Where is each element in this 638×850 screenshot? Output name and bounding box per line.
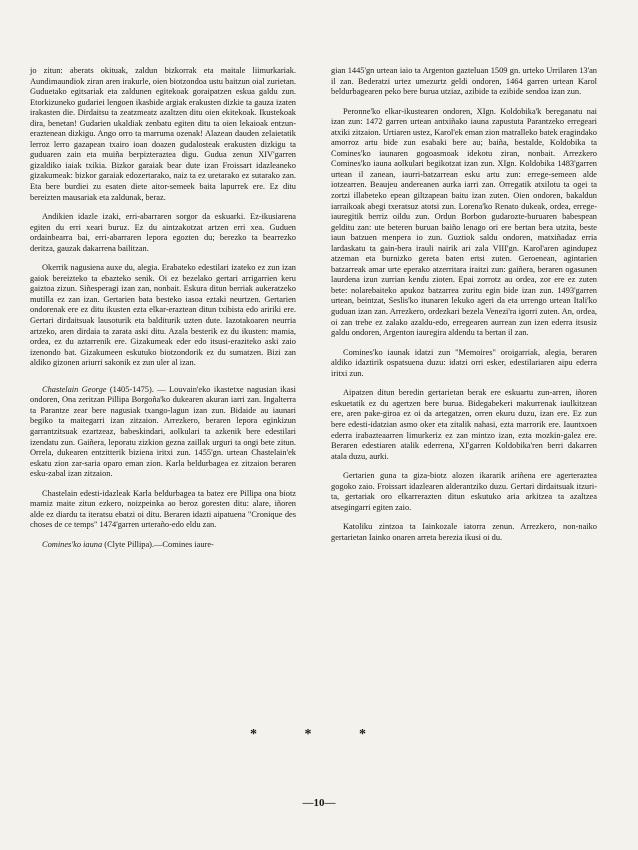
paragraph-comines-style: Aipatzen ditun beredin gertarietan berak ere eskuartu zun-arren, iñoren eskuetatik ez du agertzen bere burua. Bidegabekeri makurrenak iaulkitzean ere, aren pake-giroa ez oi da artegatzen, orren ekuru duzu, izan ere. Ez zun bere edesti-idatzian asmo oker eta zitalik nahasi, ezta marrorik ere. Iauntxoen ederra irabazteaarren limurkeriz ez zan mintzo izan, ezta mozkin-galez ere. Beraren edestiaren atalik ederrena, XI'garren Koldobika'ren berri dakarren atala duzu, aurki. [331, 388, 597, 461]
right-column [331, 66, 597, 552]
paragraph-chastelain-chronicle: Chastelain edesti-idazleak Karla beldurbagea ta batez ere Pillipa ona biotz mamiz maite zitun ezkero, noizpeinka ao beroz goresten ditu: alare, iñoren alde ez diardu ta iteratsu ebatzi oi ditu. Beraren idazti aipatuena "Cronique des choses de ce temps" 1474'garren urteraño-edo eldu zan. [30, 488, 296, 530]
section-comines: Comines'ko iauna (Clyte Pillipa).—Comines iaure- [42, 539, 214, 549]
left-column [30, 66, 296, 559]
paragraph-comines-birth: gian 1445'gn urtean iaio ta Argenton gazteluan 1509 gn. urteko Urrilaren 13'an il zan. Bederatzi urtez umezurtz geldi ondoren, 1464 garren urtean Karol beldurbagearen peko bere burua utziaz, azibide ta ezibide sendoa izan zun. [331, 66, 597, 97]
paragraph-comines-method: Gertarien guna ta giza-biotz alozen ikararik ariñena ere agerteraztea gogoko zaio. Froissart idazlearen alderantziko duzu. Gertari dirdaitsuak itzuri-ta, gertariak oro elkarrerazten ditun eskutuko aria arkitzea ta azaltzea atsegingarri egiten zaio. [331, 471, 597, 512]
paragraph-comines-career: Peronne'ko elkar-ikustearen ondoren, XIgn. Koldobika'k bereganatu nai izan zun: 1472 garren urtean antxiñako iauna zapustuta Parantzeko erregeari atxiki zitzaion. Urtiaren ustez, Karol'ek eman zion matralleko batek eragindako amorroz artu bide zun esabaki bere au; baiña, bestalde, Koldobika ta Comines'ko iaunaren gogoasmoak idekotu ziran, nonbait. Arrezkero Comines'ko iauna aolkulari begikotzat izan zun. XIgn. Koldobika 1483'garren urtean il zanean, iaurri-batzarrean esku artu zun: errege-semeen alde iotzearren. Beaujeu andereanen aurka iarri zan. Orregatik atxilotu ta ogei ta zortzi illabeteko epean giltzapean baitu izan zuten. Oien ondoren, bakaldun iarraikoak abegi txeratsuz atotsi zun. Lorena'ko Renato dukeak, ordea, errege-iauregitik berriz oildu zun. Ordun Borbon gudarozte-buruaren babespean gelditu zan: ute beteren buruan baiño lenago ori ere bertan bera utzita, beste iaun batzuen menpera io zun. Guztiok saldu ondoren, matxiñadaz erria lardaskatu ta gain-bera irauli nairik ari zala VIII'gn. Karol'aren agindupez atzeman eta burnizko gereta baten ertsi zuten. Geroenean, agintarien batzarreak amar urte eperako atzerritara iraitzi zun: gaiñera, beraren ogasunen laurdena izun zurrian kendu zioten. Epai zorrotz au ordea, zor ere ez zuten bete: nolarebaiteko apukoz batzarrea zuritu egin bide izan zun. 1493'garren urtean, beintzat, Seslis'ko itunaren lekuko ageri da eta urrengo urtean Itali'ko guduan izan zan. Arrezkero, ordezkari bezela Venezi'ra igorri zuten. An, ordea, oi zan trebe ez zalako azaldu-edo, erregearen aurrean zun izen ederra itsusiz galdu ondoren, Argenton iauregira aldendu ta bertan il zan. [331, 106, 597, 338]
paragraph-froissart-nobility: Andikien idazle izaki, erri-abarraren sorgor da eskuarki. Ez-ikusiarena egiten du erri xeari buruz. Ez du aintzakotzat artzen erri xea. Guduen ordainbearra bai, erri-abarraren lepora egozten du; berezko ta bearrezko deritza, gauzak dakarrena bailitzan. [30, 212, 296, 253]
section-heading-comines: Comines'ko iauna [42, 539, 103, 549]
section-heading-chastelain: Chastelain George [42, 384, 107, 394]
paragraph-comines-memoires: Comines'ko iaunak idatzi zun "Memoires" oroigarriak, alegia, beraren aldiko idaztirik ospatsuena duzu: idatzi orri esker, edestilariaren aipu ederra iritxi zun. [331, 347, 597, 378]
page-number: —10— [302, 797, 336, 809]
paragraph-comines-faith: Katoliku zintzoa ta Iainkozale iatorra zenun. Arrezkero, non-naiko gertarietan Iainko onaren arreta berezia ikusi oi du. [331, 522, 597, 542]
section-chastelain: Chastelain George (1405-1475). — Louvain'eko ikastetxe nagusian ikasi ondoren, Ona zeritzan Pillipa Borgoña'ko dukearen akuran iarri zan. Ingalterra ta Parantze zear bere nagusiak txango-lagun izan zun. Bidaide au iaunari begiko ta maitegarri izan zitzaion. Arrezkero, beraren lepora eginkizun garrantzitsuak ezartzeaz, babeskindari, aolkulari ta azkenik bere edestilari izendatu zun. Gaiñera, leporatu zizkion gezna zaillak urguri ta ongi bete zitun. Orrela, dukearen entzitterik biziena iritxi zun. 1455'gn. urtean Chastelain'ek eskatu zion zar-saria oparo eman zion. Karla beldurbagea ez zitzaion beraren esku-zabal izan zitzaion. [30, 384, 296, 479]
paragraph-froissart-faults: Okerrik nagusiena auxe du, alegia. Erabateko edestilari izateko ez zun izan gaiok bereizteko ta ebazteko senik. Oi ez bezelako gertari arrigarrien keru gaiztoa zizun. Siñesperagi izan zan, nonbait. Eskura ditun berriak aukeratzeko mutilla ez zan izan. Gertarien bata besteko iasoa eztaki neurtzen. Gertarien ondorenak ere ez ditu ikusten ezta elkar-eraztean ditun txibista edo aririki ere. Gertari dirdaitsuak lausoturik eta balditurik uzten dute. Iazotakoaren neurria artzeko, aren dirdaia ta zarata aski ditu. Azala besterik ez du ikusten: mamia, ordea, ez du aztarrenik ere. Gizakumeak eder edo itsusi-eraziteko aski zaio izenondo bat. Gizakumeen eskutuko biotzondorik ez du sumatzen. Bizi zan aldiko gizonen ariurri sakonik ez zun uler al izan. [30, 263, 296, 368]
paragraph-froissart-conclusion: jo zitun: aberats okituak, zaldun bizkorrak eta maitale liimurkariak. Aundimaundiok ziran aren irakurle, oien biotzondoa ustu baitzun oial zurietan. Guduetako egitsariak eta zaldunen egitekoak goraipatzen eskua galdu zun. Etorkizuneko gudariei lengoen ikasbide argiak erakusten dizkie ta gauza izaten irakasten die. Dirdaitsu ta zeatzmeatz azaltzen ditu oien ekitekoak. Ikustekoak dira, benetan! Gudarien ukaldiak zenbatu egiten ditu ta oien lekaioak entzun-eraztenean dizkigu. Ango orro ta marruma ozenak! Alazean dauden zelaietatik lerroz lerro gazapean txairo ioan doazen gudalosteak erakusten dizkigu ta guduaren zain eta muiña berpizteraztea digu. Gudua zenun XIV'garren gizaldiko iaiak txikia. Bizkor garaiak bear dute izan Froissart idazleaneko gizakumeak: bizkor garaiak edozertarako, naiz ta ez uretarako ez sutarako zan. Eta bere burdiei zu esaten diete aitor-semeek baita lapurrek ere. Ez ditu bereizten mausariak eta zaldunak, beraz. [30, 66, 296, 202]
section-ornament: * * * [250, 727, 388, 742]
